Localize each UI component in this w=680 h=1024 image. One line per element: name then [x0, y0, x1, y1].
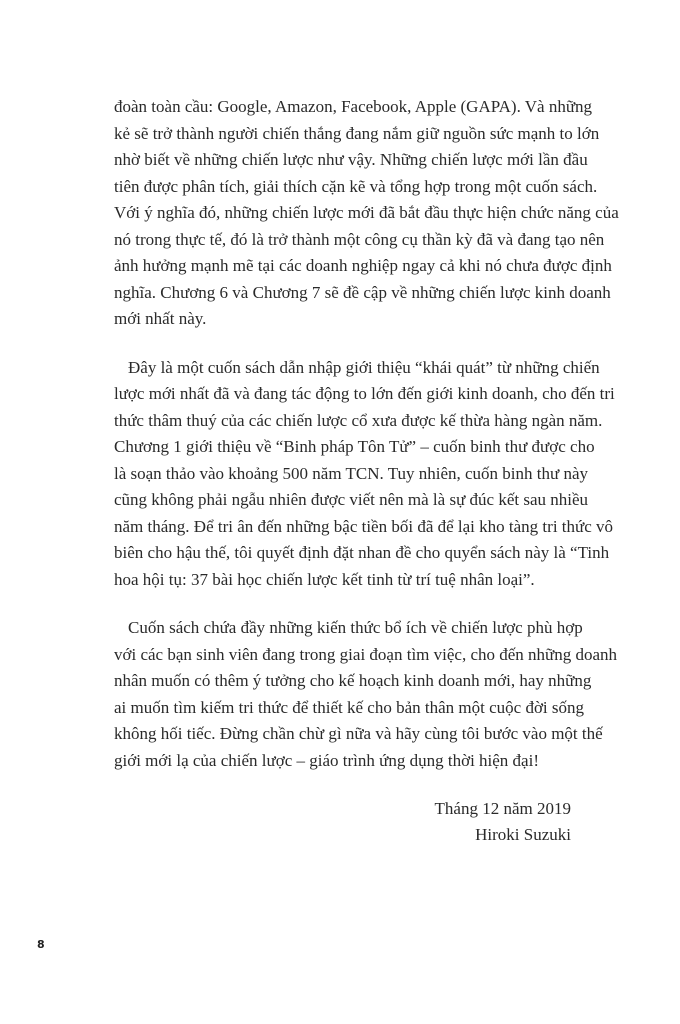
- text-line: biên cho hậu thế, tôi quyết định đặt nhan đề cho quyển sách này là “Tinh: [114, 543, 610, 562]
- text-line: ai muốn tìm kiếm tri thức để thiết kế cho bản thân một cuộc đời sống: [114, 697, 585, 717]
- text-line: nhân muốn có thêm ý tưởng cho kế hoạch kinh doanh mới, hay những: [114, 671, 592, 690]
- signature-date: Tháng 12 năm 2019: [434, 799, 571, 818]
- text-line: cũng không phải ngẫu nhiên được viết nên mà là sự đúc kết sau nhiều: [114, 490, 589, 509]
- text-line: nghĩa. Chương 6 và Chương 7 sẽ đề cập về những chiến lược kinh doanh: [114, 282, 611, 302]
- text-line: kẻ sẽ trở thành người chiến thắng đang nắm giữ nguồn sức mạnh to lớn: [114, 123, 600, 143]
- text-line: là soạn thảo vào khoảng 500 năm TCN. Tuy nhiên, cuốn binh thư này: [114, 463, 588, 483]
- text-line: Chương 1 giới thiệu về “Binh pháp Tôn Tử” – cuốn binh thư được cho: [114, 437, 595, 456]
- text-line: nhờ biết về những chiến lược như vậy. Những chiến lược mới lần đầu: [114, 150, 588, 169]
- body-text: [114, 94, 619, 796]
- paragraph-3: [114, 615, 618, 774]
- text-line: hoa hội tụ: 37 bài học chiến lược kết tinh từ trí tuệ nhân loại”.: [114, 569, 535, 589]
- text-line: tiên được phân tích, giải thích cặn kẽ và tổng hợp trong một cuốn sách.: [114, 176, 598, 196]
- text-line: năm tháng. Để tri ân đến những bậc tiền bối đã để lại kho tàng tri thức vô: [114, 516, 614, 536]
- text-line: không hối tiếc. Đừng chần chừ gì nữa và hãy cùng tôi bước vào một thế: [114, 724, 603, 743]
- paragraph-2: [114, 355, 615, 594]
- text-line: Với ý nghĩa đó, những chiến lược mới đã bắt đầu thực hiện chức năng của: [114, 203, 619, 222]
- signature-block: [435, 796, 571, 848]
- signature-author: Hiroki Suzuki: [475, 825, 571, 844]
- text-line: giới mới lạ của chiến lược – giáo trình ứng dụng thời hiện đại!: [114, 750, 539, 770]
- text-line: Cuốn sách chứa đầy những kiến thức bổ ích về chiến lược phù hợp: [128, 618, 583, 637]
- paragraph-1: [114, 94, 619, 333]
- text-line: thức thâm thuý của các chiến lược cổ xưa được kế thừa hàng ngàn năm.: [114, 410, 603, 430]
- text-line: lược mới nhất đã và đang tác động to lớn đến giới kinh doanh, cho đến tri: [114, 384, 615, 403]
- text-line: đoàn toàn cầu: Google, Amazon, Facebook, Apple (GAPA). Và những: [114, 97, 593, 116]
- page-number: 8: [37, 938, 45, 951]
- text-line: ảnh hưởng mạnh mẽ tại các doanh nghiệp ngay cả khi nó chưa được định: [114, 256, 612, 275]
- text-line: nó trong thực tế, đó là trở thành một công cụ thần kỳ đã và đang tạo nên: [114, 229, 605, 249]
- text-line: Đây là một cuốn sách dẫn nhập giới thiệu “khái quát” từ những chiến: [128, 357, 600, 377]
- text-line: mới nhất này.: [114, 309, 207, 328]
- text-line: với các bạn sinh viên đang trong giai đoạn tìm việc, cho đến những doanh: [114, 644, 618, 664]
